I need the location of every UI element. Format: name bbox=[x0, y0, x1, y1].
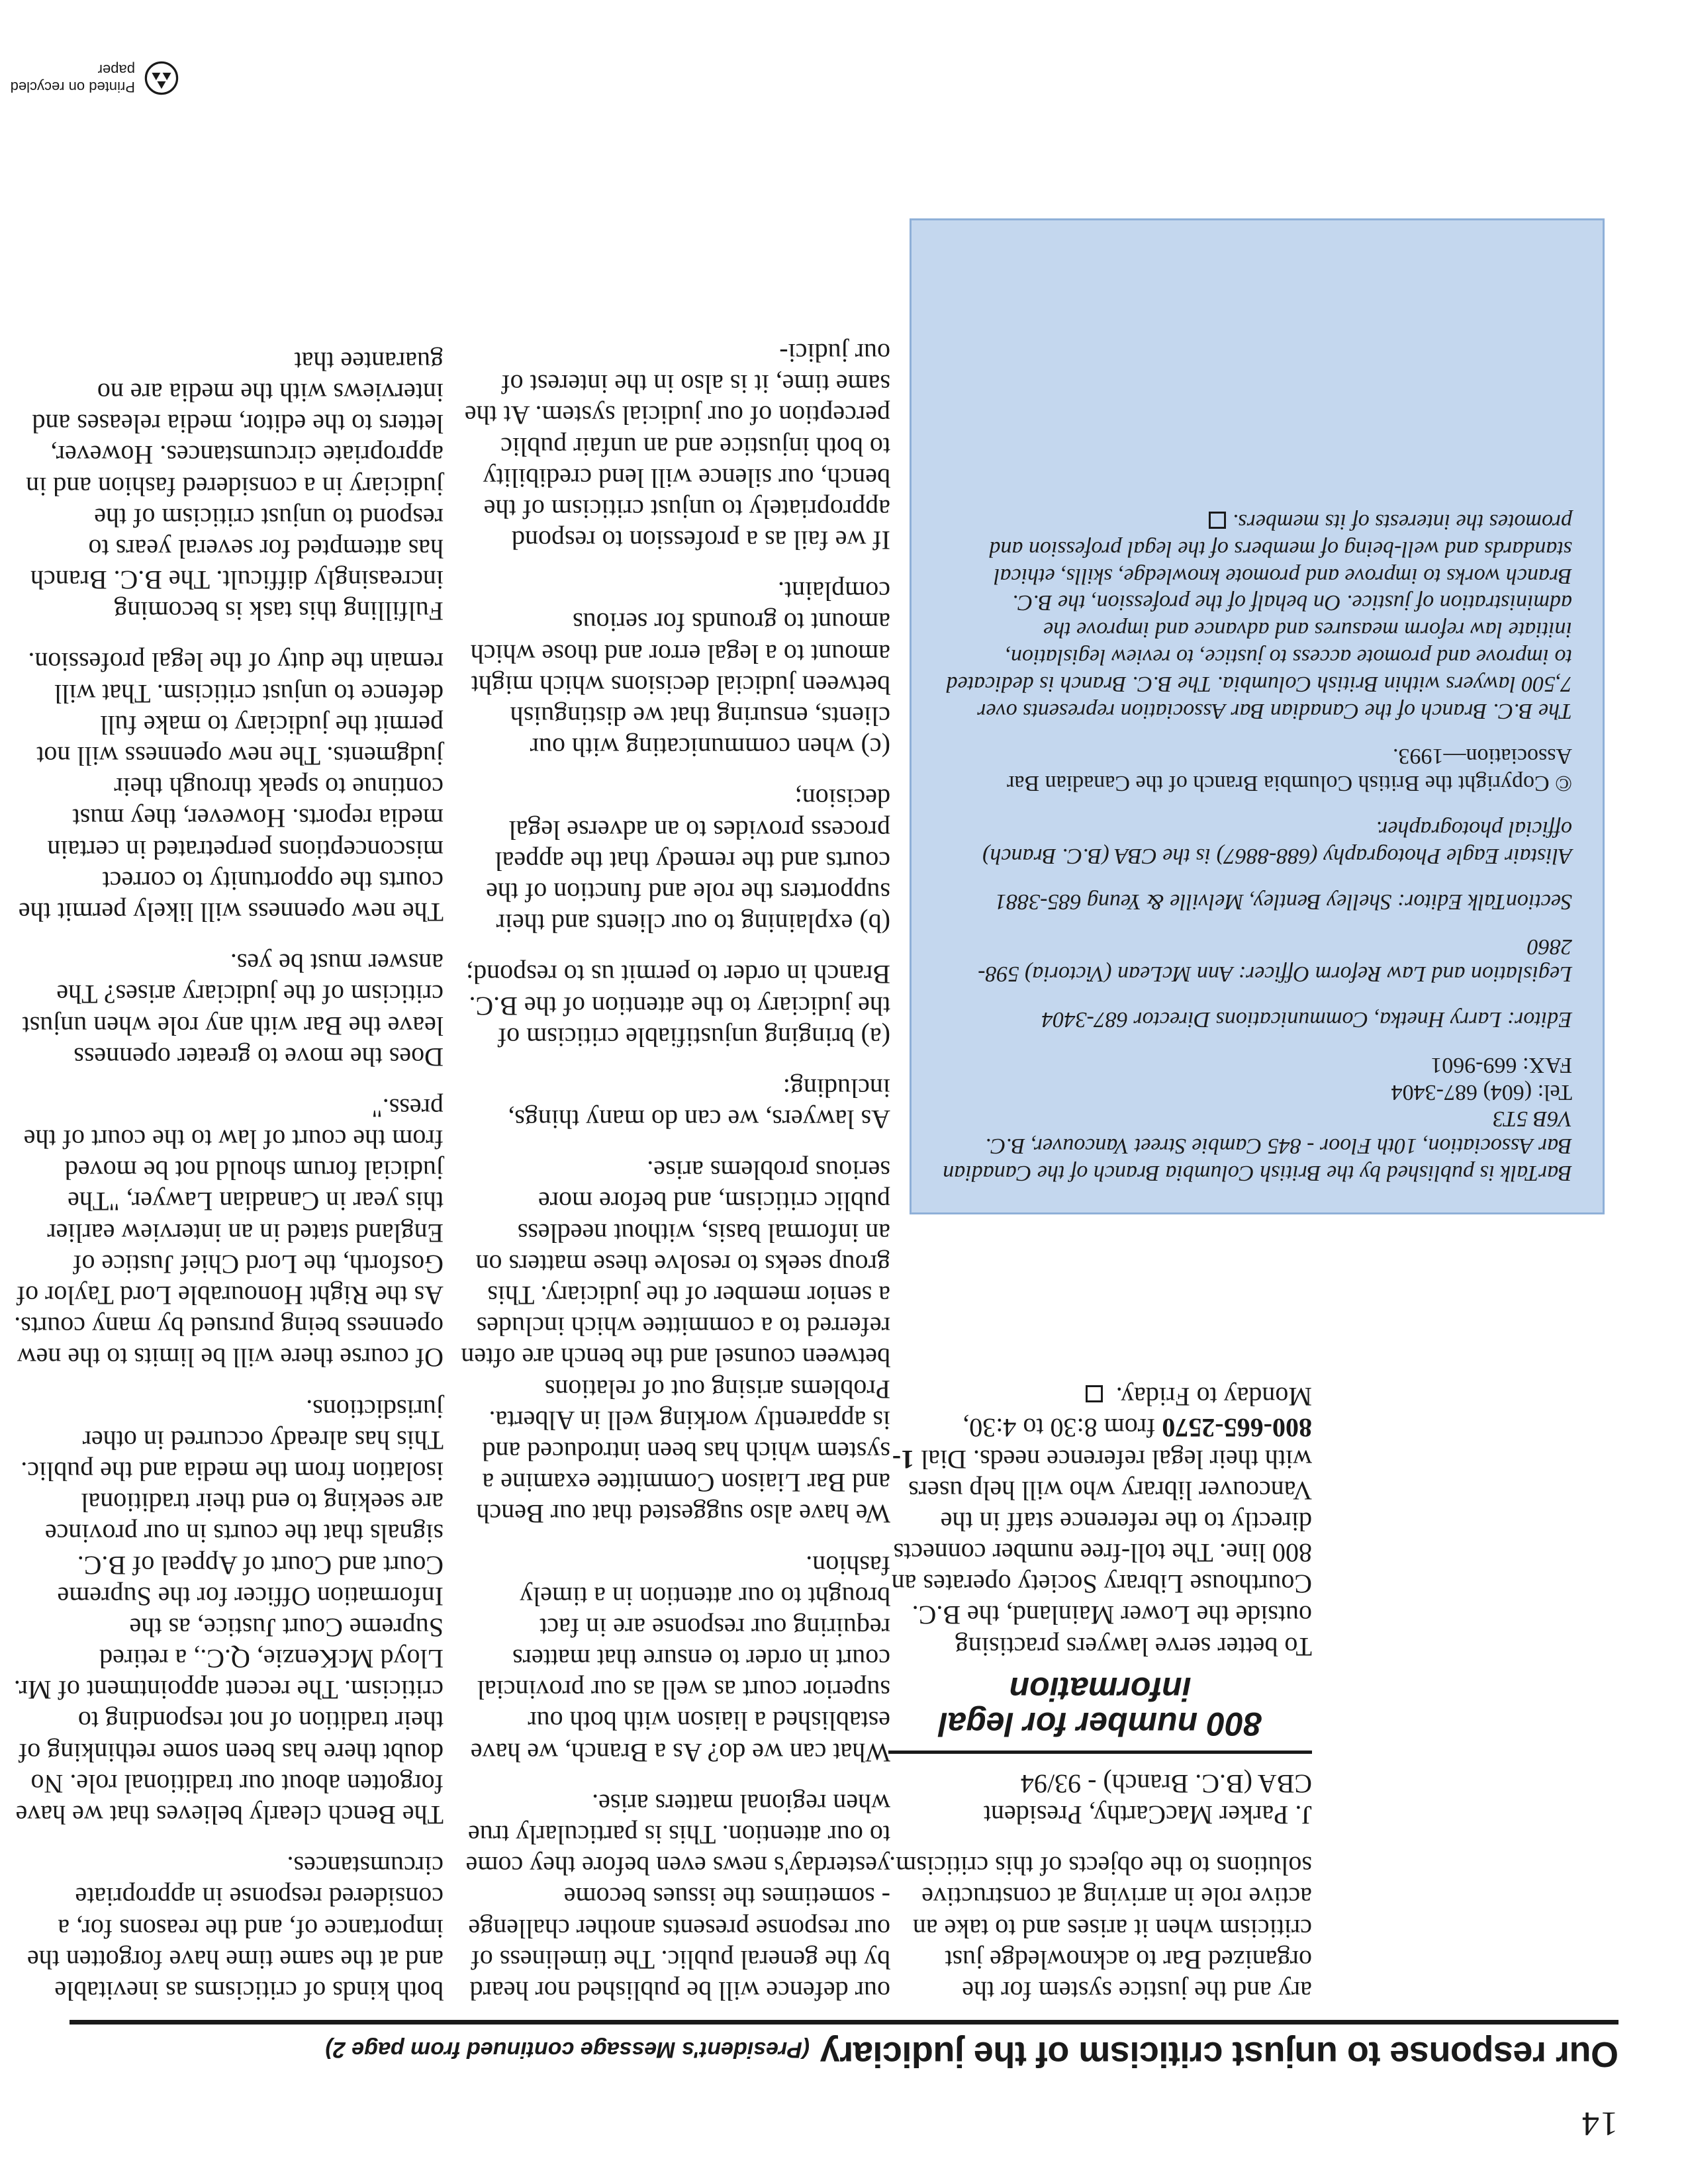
paragraph: (c) when communicating with our clients, ensuring that we distinguish between judicial decisions which might amount to a legal error and those which amount to grounds for serious complaint. bbox=[470, 576, 890, 763]
sidebar-text: To better serve lawyers practising outside the Lower Mainland, the B.C. Courthouse Library Society operates an 800 line. The toll-free number connects directly to the reference staff in the Vancouver library who will help users with their legal reference needs. Dial bbox=[891, 1444, 1312, 1662]
masthead-box bbox=[910, 218, 1605, 1214]
paragraph: (a) bringing unjustifiable criticism of the judiciary to the attention of the B.C. Branch in order to permit us to respond; bbox=[466, 960, 890, 1052]
paragraph: our defence will be published nor heard by the general public. The timeliness of our response presents another challenge - sometimes the issues become yesterday's news even before they come to our attention. This is particularly true when regional matters arise. bbox=[465, 1788, 890, 2006]
headline-title: Our response to unjust criticism of the judiciary bbox=[820, 2034, 1618, 2074]
end-mark-icon bbox=[1086, 1385, 1103, 1402]
signature-name: J. Parker MacCarthy, President bbox=[983, 1800, 1312, 1831]
paragraph: both kinds of criticisms as inevitable and at the same time have forgotten the importance of, and the reasons for, a considered response in appropriate circumstances. bbox=[26, 1851, 444, 2006]
article-headline bbox=[70, 2020, 1618, 2075]
article-column-1 bbox=[13, 326, 444, 2007]
paragraph: The new openness will likely permit the courts the opportunity to correct misconceptions perpetrated in certain media reports. However, they must continue to speak through their judgments. The new openness will not permit the judiciary to make full defence to unjust criticism. That will remain the duty of the legal profession. bbox=[18, 647, 444, 927]
headline-continued-note: (President's Message continued from page 2) bbox=[325, 2037, 810, 2062]
masthead-intro: BarTalk is published by the British Columbia Branch of the Canadian Bar Association, 10th Floor - 845 Cambie Street Vancouver, B.C. V6B 5T3 bbox=[943, 1107, 1572, 1185]
paragraph: Of course there will be limits to the new openness being pursued by many courts. As the Right Honourable Lord Taylor of Gosforth, the Lord Chief Justice of England stated in an interview earlier this year in Canadian Lawyer, "The judicial forum should not be moved from the court of law to the court of the press." bbox=[14, 1093, 444, 1373]
page-number: 14 bbox=[1581, 2105, 1618, 2142]
recycled-paper-notice bbox=[0, 57, 179, 99]
paragraph: Does the move to greater openness leave the Bar with any role when unjust criticism of the judiciary arises? The answer must be yes. bbox=[22, 948, 444, 1072]
article-column-3 bbox=[888, 1381, 1312, 2007]
paragraph: Fulfilling this task is becoming increasingly difficult. The B.C. Branch has attempted for several years to respond to unjust criticism of the judiciary in a considered fashion and in appropriate circumstances. However, letters to the editor, media releases and interviews with the media are no guarantee that bbox=[26, 346, 444, 627]
paragraph: As lawyers, we can do many things, including: bbox=[508, 1073, 890, 1135]
sidebar-text: from 8:30 to 4:30, Monday to Friday. bbox=[962, 1382, 1312, 1443]
paragraph: (b) explaining to our clients and their supporters the role and function of the courts and the remedy that the appeal process provides to an adverse legal decision; bbox=[486, 784, 890, 939]
masthead-legislation-officer: Legislation and Law Reform Officer: Ann McLean (Victoria) 598-2860 bbox=[978, 934, 1572, 987]
recycled-paper-text: Printed on recycled paper bbox=[10, 62, 135, 95]
sidebar-title: 800 number for legal information bbox=[888, 1672, 1312, 1754]
article-column-2 bbox=[460, 318, 890, 2007]
recycle-icon bbox=[144, 57, 179, 99]
sidebar-phone-number: 1-800-665-2570 bbox=[892, 1413, 1312, 1475]
paragraph: What can we do? As a Branch, we have established a liaison with both our superior court as well as our provincial court in order to ensure that matters requiring our response are in fact brought to our attention in a timely fashion. bbox=[470, 1550, 890, 1768]
paragraph: If we fail as a profession to respond appropriately to unjust criticism of the bench, our silence will lend credibility to both injustice and an unfair public perception of our judicial system. At the same time, it is also in the interest of our judici- bbox=[464, 338, 890, 556]
paragraph: The Bench clearly believes that we have forgotten about our traditional role. No doubt there has been some rethinking of their tradition of not responding to criticism. The recent appointment of Mr. Lloyd McKenzie, Q.C., a retired Supreme Court Justice, as the Information Officer for the Supreme Court and Court of Appeal of B.C. signals that the courts in our province are seeking to end their traditional isolation from the media and the public. This has already occurred in other jurisdictions. bbox=[13, 1394, 444, 1831]
signature-organization: CBA (B.C. Branch) - 93/94 bbox=[1021, 1768, 1312, 1799]
masthead-copyright: © Copyright the British Columbia Branch of the Canadian Bar Association—1993. bbox=[1007, 744, 1572, 796]
signature bbox=[888, 1768, 1312, 1831]
end-mark-icon bbox=[1209, 512, 1226, 529]
masthead-photographer: Alistair Eagle Photography (688-8867) is the CBA (B.C. Branch) official photographer. bbox=[982, 817, 1572, 868]
paragraph: We have also suggested that our Bench and Bar Liaison Committee examine a system which has been introduced and is apparently working well in Alberta. Problems arising out of relations between counsel and the bench are often referred to a committee which includes a senior member of the judiciary. This group seeks to resolve these matters on an informal basis, without needless public criticism, and before more serious problems arise. bbox=[461, 1156, 890, 1529]
masthead-phone: Tel: (604) 687-3404 bbox=[1391, 1079, 1572, 1105]
sidebar-body bbox=[888, 1381, 1312, 1662]
paragraph: ary and the justice system for the organized Bar to acknowledge just criticism when it arises and to take an active role in arriving at constructive solutions to the objects of this criticism. bbox=[889, 1851, 1312, 2006]
masthead-mission: The B.C. Branch of the Canadian Bar Association represents over 7,500 lawyers within British Columbia. The B.C. Branch is dedicated to improve and promote access to justice, to review legislation, initiate law reform measures and advance and improve the administration of justice. On behalf of the profession, the B.C. Branch works to improve and promote knowledge, skills, ethical standards and well-being of members of the legal profession and promotes the interests of its members. bbox=[946, 510, 1572, 723]
masthead-fax: FAX: 669-9601 bbox=[1430, 1052, 1572, 1077]
masthead-sectiontalk-editor: SectionTalk Editor: Shelley Bentley, Melville & Yeung 685-3881 bbox=[995, 889, 1572, 914]
masthead-editor: Editor: Larry Hnetka, Communications Director 687-3404 bbox=[1041, 1007, 1572, 1032]
